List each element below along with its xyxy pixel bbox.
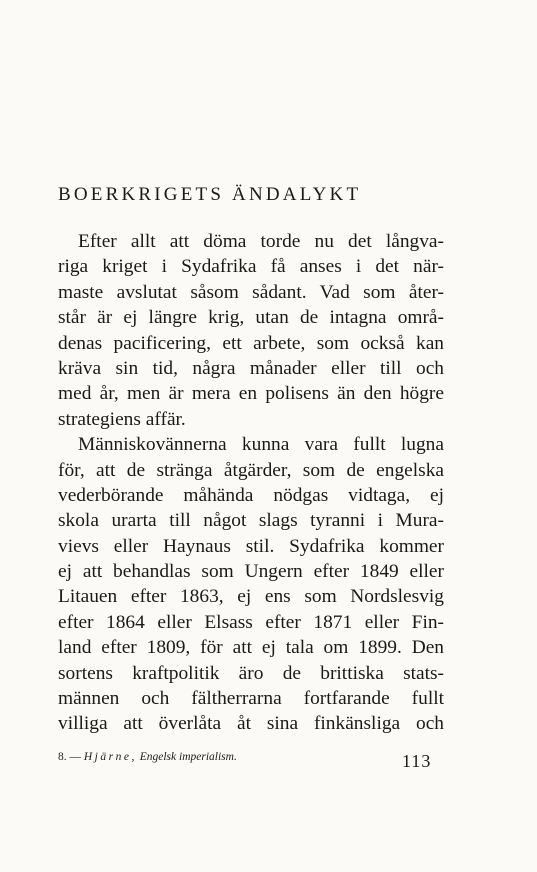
chapter-title: BOERKRIGETS ÄNDALYKT [58, 184, 362, 205]
text-line: strategiens affär. [58, 408, 186, 430]
text-line: efter 1864 eller Elsass efter 1871 eller Fin- [58, 611, 444, 633]
text-line: Människovännerna kunna vara fullt lugna [78, 434, 444, 456]
text-line: sortens kraftpolitik äro de brittiska stats- [58, 662, 444, 684]
text-line: för, att de stränga åtgärder, som de engelska [58, 459, 444, 481]
signature-author: Hjärne, [83, 751, 137, 763]
text-line: vederbörande måhända nödgas vidtaga, ej [58, 484, 444, 506]
text-line: maste avslutat såsom sådant. Vad som åter- [58, 281, 444, 303]
text-line: Efter allt att döma torde nu det långva- [78, 231, 444, 252]
text-line: land efter 1809, för att ej tala om 1899. Den [58, 637, 444, 659]
page-number: 113 [402, 751, 432, 771]
text-line: denas pacificering, ett arbete, som också kan [58, 332, 444, 354]
text-line: vievs eller Haynaus stil. Sydafrika kommer [58, 535, 444, 557]
text-line: med år, men är mera en polisens än den högre [58, 383, 444, 405]
signature-number: 8. — [58, 751, 81, 763]
text-line: Litauen efter 1863, ej ens som Nordslesvig [58, 586, 444, 608]
body-text [58, 229, 444, 737]
text-line: ej att behandlas som Ungern efter 1849 eller [58, 561, 444, 583]
text-line: kräva sin tid, några månader eller till och [58, 357, 444, 379]
text-line: skola urarta till något slags tyranni i Mura- [58, 510, 444, 532]
signature-title: Engelsk imperialism. [139, 751, 237, 763]
signature-mark [58, 751, 237, 763]
text-line: männen och fältherrarna fortfarande fullt [58, 688, 444, 710]
text-line: riga kriget i Sydafrika få anses i det när- [58, 256, 444, 278]
text-line: står är ej längre krig, utan de intagna områ- [58, 307, 444, 329]
text-line: villiga att överlåta åt sina finkänsliga och [58, 713, 444, 735]
